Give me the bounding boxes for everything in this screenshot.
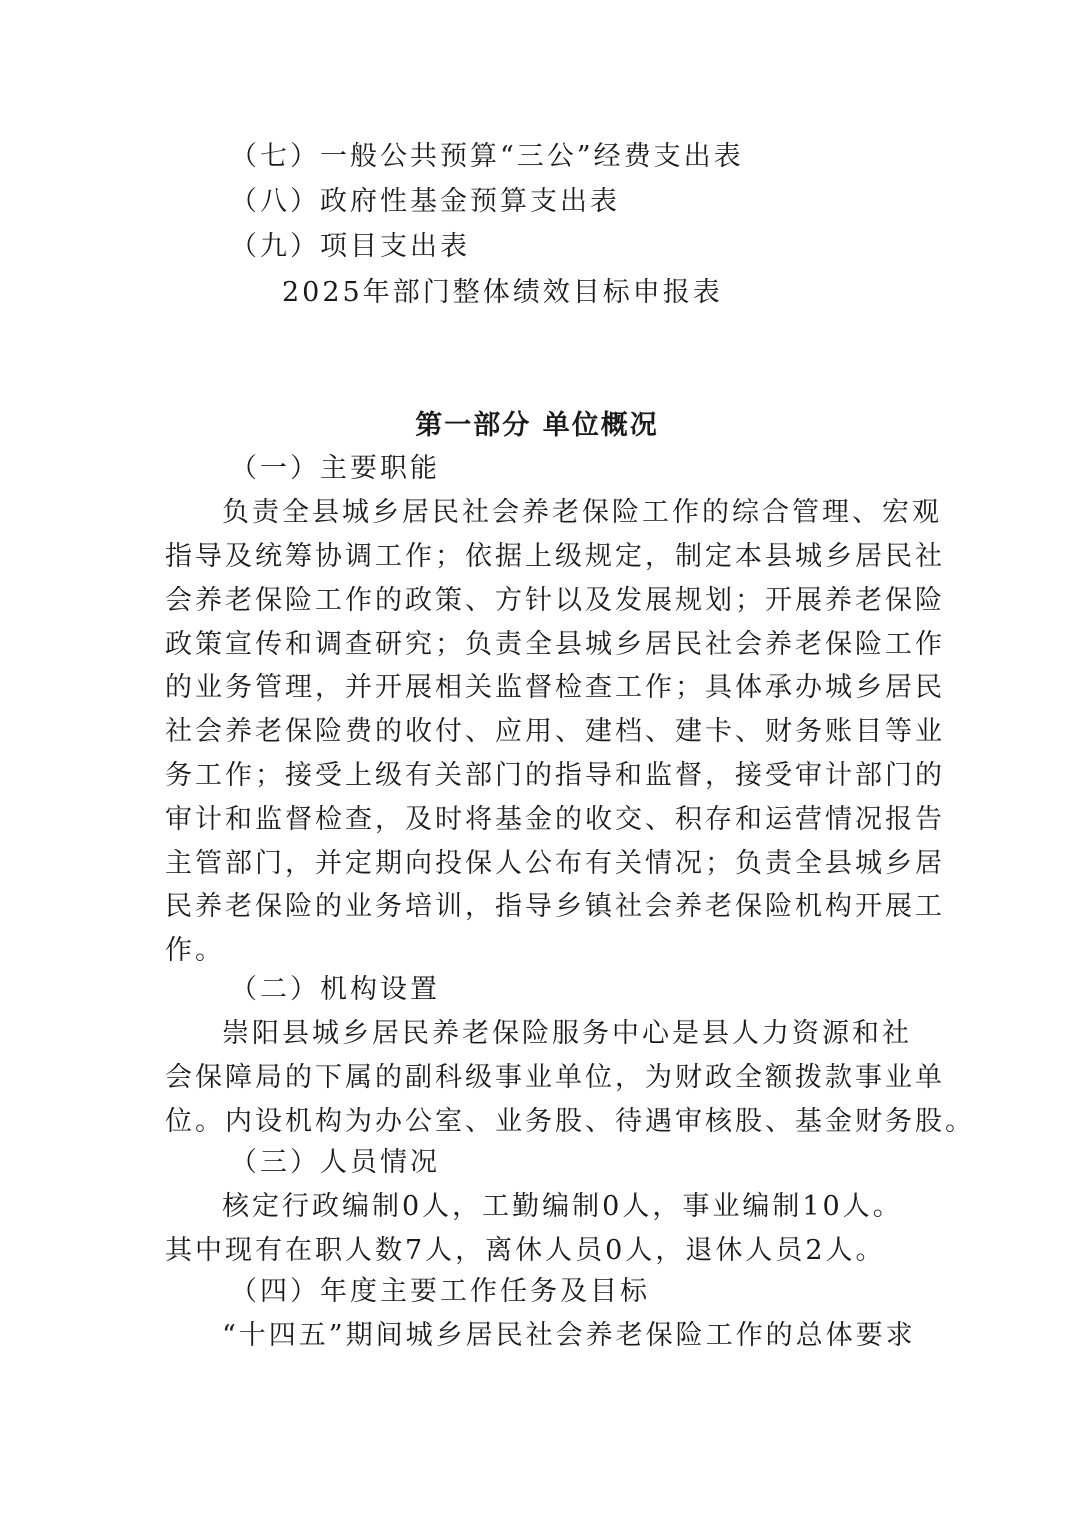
paragraph-line: 核定行政编制0人，工勤编制0人，事业编制10人。 — [222, 1191, 903, 1222]
section-heading-staff: （三）人员情况 — [230, 1147, 440, 1178]
toc-item-7: （七）一般公共预算“三公”经费支出表 — [230, 141, 744, 172]
toc-item-performance: 2025年部门整体绩效目标申报表 — [282, 277, 723, 308]
section-heading-tasks: （四）年度主要工作任务及目标 — [230, 1276, 650, 1307]
paragraph-line: 政策宣传和调查研究；负责全县城乡居民社会养老保险工作 — [165, 629, 945, 660]
paragraph-line: 指导及统筹协调工作；依据上级规定，制定本县城乡居民社 — [165, 541, 945, 572]
paragraph-line: 民养老保险的业务培训，指导乡镇社会养老保险机构开展工 — [165, 891, 945, 922]
paragraph-line: 审计和监督检查，及时将基金的收交、积存和运营情况报告 — [165, 804, 945, 835]
paragraph-line: “十四五”期间城乡居民社会养老保险工作的总体要求 — [222, 1320, 916, 1351]
paragraph-line: 会养老保险工作的政策、方针以及发展规划；开展养老保险 — [165, 585, 945, 616]
part-title: 第一部分 单位概况 — [415, 410, 659, 441]
paragraph-line: 位。内设机构为办公室、业务股、待遇审核股、基金财务股。 — [165, 1106, 975, 1137]
toc-item-8: （八）政府性基金预算支出表 — [230, 186, 620, 217]
paragraph-line: 作。 — [165, 935, 225, 966]
paragraph-line: 崇阳县城乡居民养老保险服务中心是县人力资源和社 — [222, 1018, 912, 1049]
section-heading-functions: （一）主要职能 — [230, 453, 440, 484]
paragraph-line: 主管部门，并定期向投保人公布有关情况；负责全县城乡居 — [165, 848, 945, 879]
paragraph-line: 务工作；接受上级有关部门的指导和监督，接受审计部门的 — [165, 760, 945, 791]
paragraph-line: 会保障局的下属的副科级事业单位，为财政全额拨款事业单 — [165, 1062, 945, 1093]
paragraph-line: 其中现有在职人数7人，离休人员0人，退休人员2人。 — [165, 1235, 886, 1266]
paragraph-line: 社会养老保险费的收付、应用、建档、建卡、财务账目等业 — [165, 716, 945, 747]
paragraph-line: 的业务管理，并开展相关监督检查工作；具体承办城乡居民 — [165, 672, 945, 703]
paragraph-line: 负责全县城乡居民社会养老保险工作的综合管理、宏观 — [222, 497, 942, 528]
toc-item-9: （九）项目支出表 — [230, 231, 470, 262]
section-heading-organization: （二）机构设置 — [230, 974, 440, 1005]
